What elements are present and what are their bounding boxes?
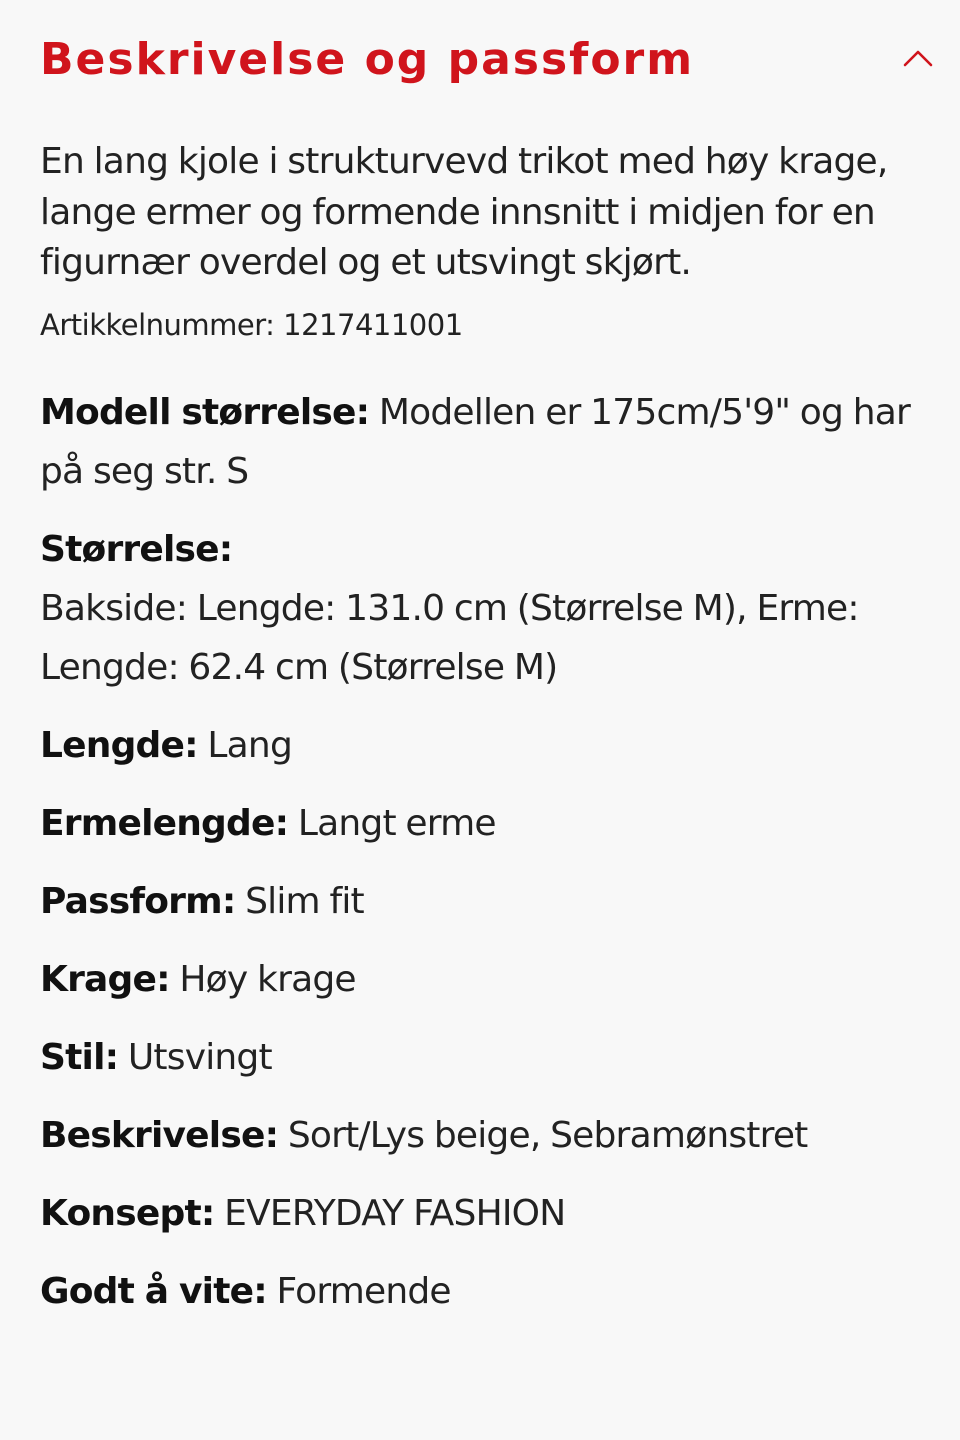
detail-label: Godt å vite: xyxy=(40,1270,267,1312)
detail-value: Lang xyxy=(207,724,292,766)
detail-fit xyxy=(40,872,930,931)
section-title: Beskrivelse og passform xyxy=(40,34,695,85)
detail-length xyxy=(40,716,930,775)
detail-label: Konsept: xyxy=(40,1192,215,1234)
detail-label: Ermelengde: xyxy=(40,802,289,844)
detail-value: Formende xyxy=(276,1270,451,1312)
detail-value: Modellen er 175cm/5'9" og har på seg str. S xyxy=(40,391,910,492)
detail-value: EVERYDAY FASHION xyxy=(224,1192,566,1234)
detail-list xyxy=(40,383,930,1321)
detail-value: Utsvingt xyxy=(127,1036,272,1078)
detail-value: Høy krage xyxy=(179,958,356,1000)
detail-label: Modell størrelse: xyxy=(40,391,370,433)
detail-color-pattern xyxy=(40,1106,930,1165)
detail-label: Passform: xyxy=(40,880,236,922)
detail-value: Langt erme xyxy=(297,802,496,844)
detail-value: Slim fit xyxy=(245,880,364,922)
detail-good-to-know xyxy=(40,1262,930,1321)
accordion-header[interactable] xyxy=(0,0,960,120)
detail-sleeve-length xyxy=(40,794,930,853)
detail-model-size xyxy=(40,383,930,501)
detail-concept xyxy=(40,1184,930,1243)
detail-label: Krage: xyxy=(40,958,170,1000)
detail-label: Beskrivelse: xyxy=(40,1114,279,1156)
article-number: Artikkelnummer: 1217411001 xyxy=(40,307,463,342)
chevron-up-icon[interactable] xyxy=(902,44,934,72)
detail-label: Størrelse: xyxy=(40,528,233,570)
detail-style xyxy=(40,1028,930,1087)
detail-value: Sort/Lys beige, Sebramønstret xyxy=(287,1114,808,1156)
accordion-content xyxy=(40,137,930,1340)
product-description: En lang kjole i strukturvevd trikot med høy krage, lange ermer og formende innsnitt i midjen for en figurnær overdel og et utsvingt skjørt. xyxy=(40,141,888,283)
detail-value: Bakside: Lengde: 131.0 cm (Størrelse M), Erme: Lengde: 62.4 cm (Størrelse M) xyxy=(40,587,859,688)
detail-label: Stil: xyxy=(40,1036,119,1078)
detail-size xyxy=(40,520,930,697)
detail-collar xyxy=(40,950,930,1009)
detail-label: Lengde: xyxy=(40,724,198,766)
